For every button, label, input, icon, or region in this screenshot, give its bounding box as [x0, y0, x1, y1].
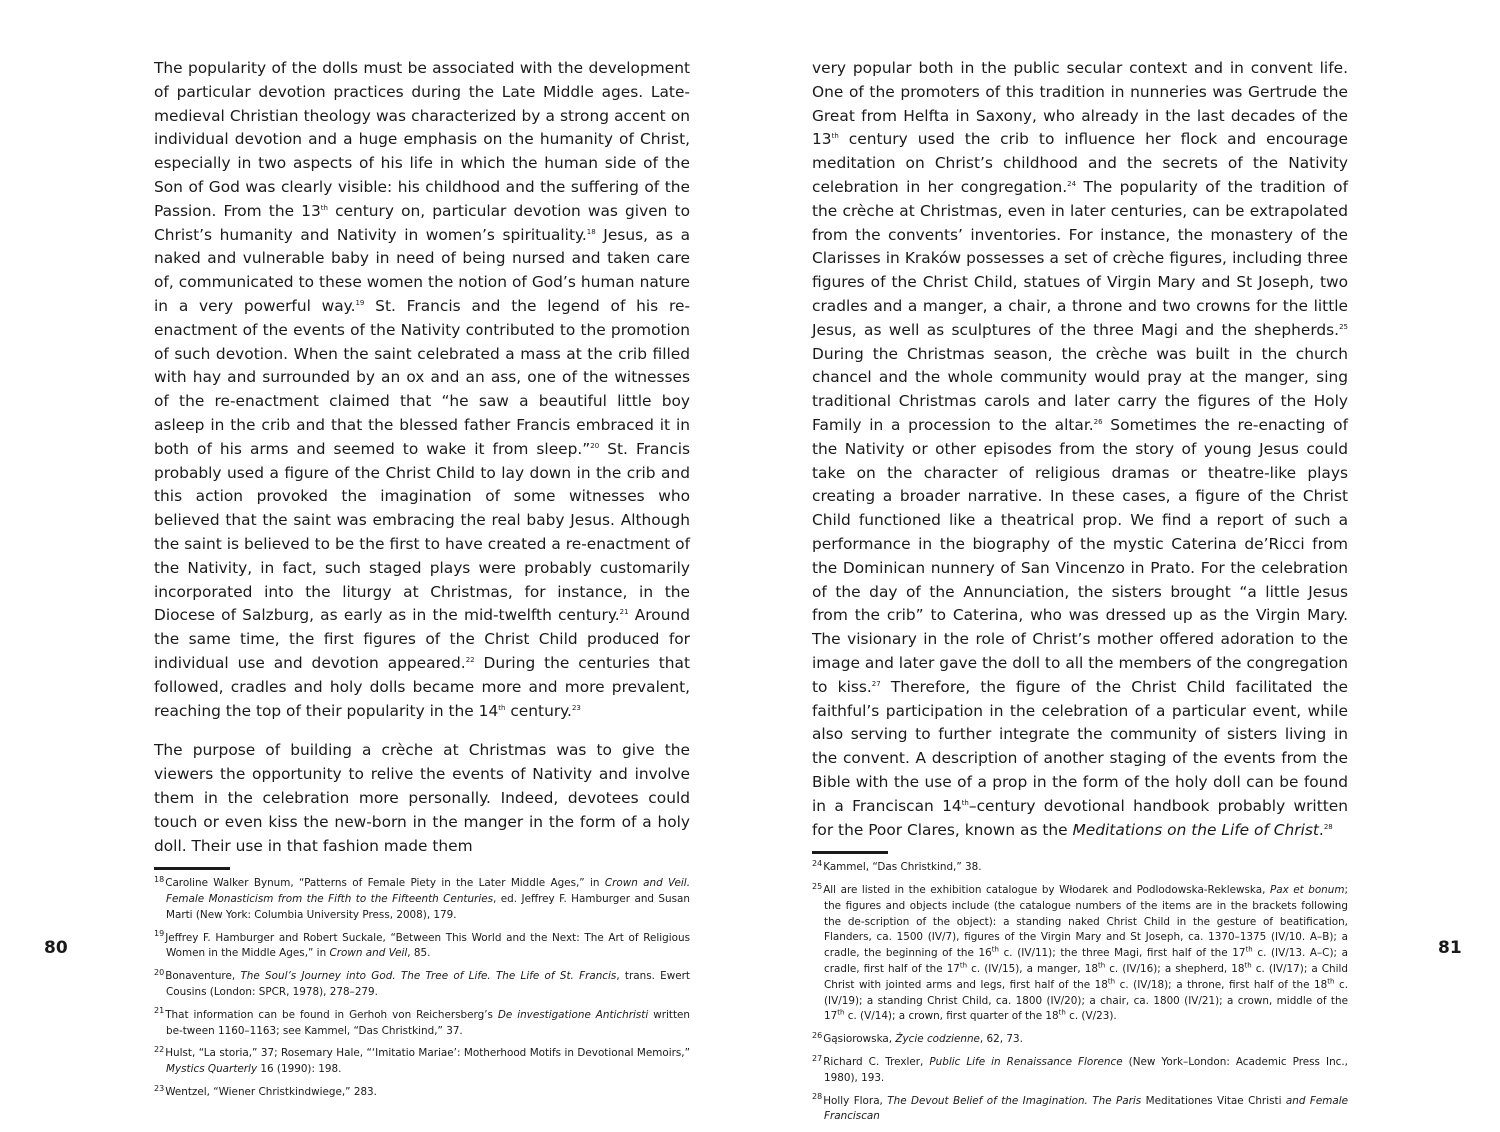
footnote-marker: th — [961, 798, 969, 807]
text-run: Jesus, as a naked and vulnerable baby in need of being nursed and taken care of, communicated to these women the notion of God’s human nature in a very powerful way. — [154, 225, 691, 315]
text-run: . — [1318, 820, 1324, 839]
italic-title: The Soul’s Journey into God. The Tree of Life. The Life of St. Francis — [240, 970, 617, 983]
footnote-number: 22 — [154, 1045, 165, 1054]
footnote-number: 28 — [812, 1092, 823, 1102]
footnote-marker: th — [1097, 961, 1106, 970]
italic-title: and Female Franciscan — [824, 1094, 1348, 1123]
footnote-marker: th — [1058, 1009, 1066, 1017]
footnote — [154, 969, 690, 1001]
body-paragraph — [812, 57, 1348, 842]
right-body-text — [812, 57, 1348, 842]
italic-title: Pax et bonum — [1269, 884, 1345, 897]
text-run: The popularity of the tradition of the crèche at Christmas, even in later centuries, can be extrapolated from the convents’ inventories. For instance, the monastery of the Clarisses in Kraków possesses a set of crèche figures, including three figures of the Christ Child, statues of Virgin Mary and St Joseph, two cradles and a manger, a chair, a throne and two crowns for the little Jesus, as well as sculptures of the three Magi and the shepherds. — [812, 177, 1348, 339]
footnote — [154, 1046, 690, 1078]
text-run: ; the figures and objects include (the catalogue numbers of the items are in the brackets following the de-scription of the object): a standing naked Christ Child in the gesture of beatification, Flanders, ca. 1500 (IV/7), figures of the Virgin Mary and St Joseph, ca. 1370–1375 (IV/10. A–B); a cradle, the beginning of the 16 — [824, 884, 1348, 960]
footnote — [812, 860, 1348, 876]
footnote-marker: th — [959, 961, 968, 970]
text-run: c. (IV/18); a throne, first half of the 18 — [1115, 978, 1328, 991]
body-paragraph — [154, 57, 690, 723]
text-run: –century devotional handbook probably written for the Poor Clares, known as the — [812, 796, 1348, 839]
italic-title: Meditations on the Life of Christ — [1072, 820, 1319, 839]
footnote-marker: th — [1245, 945, 1253, 954]
footnote-marker: th — [837, 1009, 845, 1017]
italic-title: Crown and Veil — [329, 947, 408, 960]
footnote-number: 21 — [154, 1006, 165, 1016]
text-run: Jeffrey F. Hamburger and Robert Suckale, “Between This World and the Next: The Art of Religious Women in the Middle Ages,” in — [165, 931, 690, 960]
text-run: Caroline Walker Bynum, “Patterns of Female Piety in the Later Middle Ages,” in — [165, 877, 605, 890]
footnote-marker: th — [320, 203, 328, 212]
footnote — [812, 883, 1348, 1025]
italic-title: Życie codzienne — [895, 1033, 980, 1046]
text-run: c. (IV/15), a manger, 18 — [967, 963, 1098, 976]
text-run: That information can be found in Gerhoh von Reichersberg’s — [165, 1008, 498, 1021]
left-footnotes — [154, 876, 690, 1101]
text-run: century. — [505, 701, 572, 720]
footnote — [812, 1032, 1348, 1048]
footnote-number: 25 — [812, 881, 823, 891]
footnote-marker: 19 — [355, 298, 365, 307]
text-run: The purpose of building a crèche at Christmas was to give the viewers the opportunity to relive the events of Nativity and involve them in the celebration more personally. Indeed, devotees could touch or even kiss the new-born in the manger in the form of a holy doll. Their use in that fashion made them — [154, 741, 690, 855]
text-run: , 62, 73. — [979, 1033, 1023, 1046]
text-run: c. (IV/19); a standing Christ Child, ca. 1800 (IV/20); a chair, ca. 1800 (IV/21); a crown, middle of the 17 — [824, 978, 1348, 1023]
right-text-column — [812, 57, 1348, 1132]
footnote-number: 23 — [154, 1083, 165, 1093]
left-page — [0, 0, 750, 1099]
text-run: c. (IV/13. A–C); a cradle, first half of the 17 — [824, 947, 1348, 976]
text-run: very popular both in the public secular context and in convent life. One of the promoters of this tradition in nunneries was Gertrude the Great from Helfta in Saxony, who already in the last decades of the 13 — [812, 59, 1348, 149]
footnote-marker: th — [498, 703, 506, 712]
page-number-left: 80 — [44, 938, 68, 958]
footnote-number: 27 — [812, 1053, 823, 1063]
footnote — [812, 1055, 1348, 1087]
italic-title: Crown and Veil. Female Monasticism from the Fifth to the Fifteenth Centuries — [166, 877, 690, 906]
body-paragraph — [154, 739, 690, 858]
italic-title: The Devout Belief of the Imagination. The Paris — [887, 1094, 1142, 1107]
text-run: All are listed in the exhibition catalogue by Włodarek and Podlodowska-Reklewska, — [823, 884, 1270, 897]
text-run: c. (IV/16); a shepherd, 18 — [1105, 963, 1245, 976]
text-run: Sometimes the re-enacting of the Nativity or other episodes from the story of young Jesus could take on the character of religious dramas or theatre-like plays creating a broader narrative. In these cases, a figure of the Christ Child functioned like a theatrical prop. We find a report of such a performance in the biography of the mystic Caterina de’Ricci from the Dominican nunnery of San Vincenzo in Prato. For the celebration of the day of the Annunciation, the sisters brought “a little Jesus from the crib” to Caterina, who was dressed up as the Virgin Mary. The visionary in the role of Christ’s mother offered adoration to the image and later gave the doll to all the members of the congregation to kiss. — [812, 415, 1348, 696]
page-number-right: 81 — [1438, 938, 1462, 958]
italic-title: Public Life in Renaissance Florence — [929, 1056, 1123, 1069]
text-run: c. (IV/11); the three Magi, first half of the 17 — [998, 947, 1246, 960]
text-run: , trans. Ewert Cousins (London: SPCR, 1978), 278–279. — [166, 970, 690, 999]
footnote — [154, 876, 690, 923]
left-body-text — [154, 57, 690, 858]
footnote-number: 20 — [154, 967, 165, 977]
text-run: Richard C. Trexler, — [823, 1056, 930, 1069]
text-run: Kammel, “Das Christkind,” 38. — [823, 861, 982, 874]
text-run: , 85. — [407, 947, 431, 960]
footnote-marker: 20 — [590, 441, 600, 450]
text-run: 16 (1990): 198. — [257, 1063, 342, 1076]
footnote-marker: th — [1107, 977, 1116, 986]
footnote-marker: 28 — [1323, 822, 1333, 831]
text-run: Gąsiorowska, — [823, 1033, 896, 1046]
footnote — [154, 1085, 690, 1101]
left-text-column — [154, 57, 690, 1108]
text-run: St. Francis probably used a figure of the Christ Child to lay down in the crib and this action provoked the imagination of some witnesses who believed that the saint was embracing the real baby Jesus. Although the saint is believed to be the first to have created a re-enactment of the Nativity, in fact, such staged plays were probably customarily incorporated into the liturgy at Christmas, for instance, in the Diocese of Salzburg, as early as in the mid-twelfth century. — [154, 439, 690, 625]
text-run: During the centuries that followed, cradles and holy dolls became more and more prevalent, reaching the top of their popularity in the 14 — [154, 653, 690, 720]
footnote-number: 24 — [812, 858, 823, 868]
text-run: c. (IV/17); a Child Christ with jointed arms and legs, first half of the 18 — [824, 963, 1349, 991]
text-run: Bonaventure, — [165, 970, 241, 983]
footnote — [812, 1094, 1348, 1126]
footnote-marker: 21 — [619, 608, 629, 617]
footnote-number: 19 — [154, 929, 165, 939]
italic-title: Mystics Quarterly — [166, 1063, 258, 1076]
right-page — [750, 0, 1500, 1123]
footnote-marker: th — [1244, 961, 1252, 970]
right-footnotes — [812, 860, 1348, 1125]
text-run: Hulst, “La storia,” 37; Rosemary Hale, “‘Imitatio Mariae’: Motherhood Motifs in Devotional Memoirs,” — [165, 1047, 690, 1060]
footnote-marker: 24 — [1067, 179, 1077, 188]
text-run: , ed. Jeffrey F. Hamburger and Susan Marti (New York: Columbia University Press, 2008), 179. — [166, 893, 690, 921]
text-run: century used the crib to influence her flock and encourage meditation on Christ’s childhood and the secrets of the Nativity celebration in her congregation. — [812, 130, 1348, 196]
text-run: Around the same time, the first figures of the Christ Child produced for individual use and devotion appeared. — [154, 606, 690, 672]
text-run: Wentzel, “Wiener Christkindwiege,” 283. — [165, 1086, 377, 1099]
footnote-marker: 23 — [571, 703, 581, 712]
text-run: written be-tween 1160–1163; see Kammel, “Das Christkind,” 37. — [166, 1008, 691, 1037]
text-run: (New York–London: Academic Press Inc., 1980), 193. — [824, 1056, 1348, 1084]
footnote-number: 18 — [154, 874, 165, 884]
footnote-marker: 27 — [871, 679, 881, 688]
footnote-rule — [812, 851, 888, 854]
footnote-marker: 18 — [586, 227, 596, 236]
text-run: St. Francis and the legend of his re-enactment of the events of the Nativity contributed to the promotion of such devotion. When the saint celebrated a mass at the crib filled with hay and surrounded by an ox and an ass, one of the witnesses of the re-enactment claimed that “he saw a beautiful little boy asleep in the crib and that the blessed father Francis embraced it in both of his arms and seemed to wake it from sleep.” — [154, 296, 690, 458]
footnote-number: 26 — [812, 1030, 823, 1040]
footnote-marker: 26 — [1093, 417, 1103, 426]
text-run: c. (V/23). — [1065, 1010, 1117, 1023]
text-run: Meditationes Vitae Christi — [1141, 1094, 1286, 1107]
footnote-marker: 22 — [465, 655, 475, 664]
text-run: c. (V/14); a crown, first quarter of the 18 — [844, 1010, 1059, 1023]
footnote — [154, 931, 690, 963]
footnote-marker: th — [831, 132, 839, 141]
text-run: During the Christmas season, the crèche was built in the church chancel and the whole community would pray at the manger, sing traditional Christmas carols and later carry the figures of the Holy Family in a procession to the altar. — [812, 344, 1348, 434]
footnote — [154, 1008, 690, 1040]
text-run: The popularity of the dolls must be associated with the development of particular devotion practices during the Late Middle ages. Late-medieval Christian theology was characterized by a strong accent on individual devotion and a huge emphasis on the humanity of Christ, especially in two aspects of his life in which the human side of the Son of God was clearly visible: his childhood and the suffering of the Passion. From the 13 — [154, 59, 690, 220]
footnote-marker: 25 — [1339, 322, 1348, 331]
text-run: Holly Flora, — [823, 1094, 888, 1107]
footnote-marker: th — [1327, 977, 1335, 986]
footnote-rule — [154, 867, 230, 870]
text-run: century on, particular devotion was given to Christ’s humanity and Nativity in women’s spirituality. — [154, 201, 690, 244]
italic-title: De investigatione Antichristi — [497, 1008, 649, 1021]
text-run: Therefore, the figure of the Christ Child facilitated the faithful’s participation in the celebration of a particular event, while also serving to further integrate the community of sisters living in the convent. A description of another staging of the events from the Bible with the use of a prop in the form of the holy doll can be found in a Franciscan 14 — [812, 677, 1348, 815]
footnote-marker: th — [991, 945, 999, 954]
